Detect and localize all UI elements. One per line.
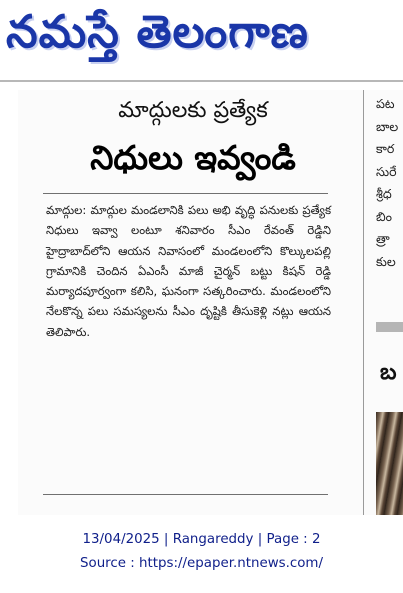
masthead bbox=[0, 0, 403, 86]
adjacent-line: శ్రీధ bbox=[376, 186, 392, 201]
article-bottom-rule bbox=[43, 494, 328, 495]
headline-line-1: మాద్గులకు ప్రత్యేక bbox=[118, 98, 268, 123]
adjacent-line: కుల bbox=[376, 253, 396, 269]
headline-line-2: నిధులు ఇవ్వండి bbox=[90, 138, 296, 177]
clipping-footer bbox=[0, 528, 403, 576]
adjacent-column bbox=[376, 90, 403, 515]
adjacent-line: బాల bbox=[376, 118, 399, 134]
source-link[interactable]: Source : https://epaper.ntnews.com/ bbox=[80, 556, 323, 571]
adjacent-divider-bar bbox=[376, 322, 403, 332]
adjacent-heading: బ bbox=[380, 360, 397, 385]
article bbox=[18, 90, 368, 515]
adjacent-line: త్రా bbox=[376, 231, 390, 246]
column-divider bbox=[363, 90, 364, 515]
adjacent-line: బిం bbox=[376, 208, 392, 224]
adjacent-photo bbox=[376, 412, 403, 515]
newspaper-logo: నమస్తే తెలంగాణ bbox=[6, 5, 309, 58]
article-body: మాద్గుల: మాద్గుల మండలానికి పలు అభి వృద్ధి పనులకు ప్రత్యేక నిధులు ఇవ్వా లంటూ శనివారం సీఎం రేవంత్ రెడ్డిని హైద్రాబాద్‌లోని ఆయన నివాసంలో మండలంలోని కొల్కులపల్లి గ్రామానికి చెందిన ఏఎంసీ మాజీ చైర్మన్ బట్టు కిషన్ రెడ్డి మర్యాదపూర్వంగా కలిసి, ఘనంగా సత్కరించారు. మండలంలోని నేలకొన్న పలు సమస్యలను సీఎం దృష్టికి తీసుకెళ్లి నట్లు ఆయన తెలిపారు. bbox=[46, 203, 331, 339]
adjacent-line: కార bbox=[376, 141, 395, 156]
adjacent-column-text bbox=[376, 93, 398, 273]
article-top-rule bbox=[43, 193, 328, 194]
news-clipping bbox=[18, 90, 403, 515]
adjacent-line: సురే bbox=[376, 163, 397, 179]
publication-info: 13/04/2025 | Rangareddy | Page : 2 bbox=[82, 532, 321, 547]
masthead-divider bbox=[0, 80, 403, 82]
adjacent-line: పట bbox=[376, 96, 395, 111]
